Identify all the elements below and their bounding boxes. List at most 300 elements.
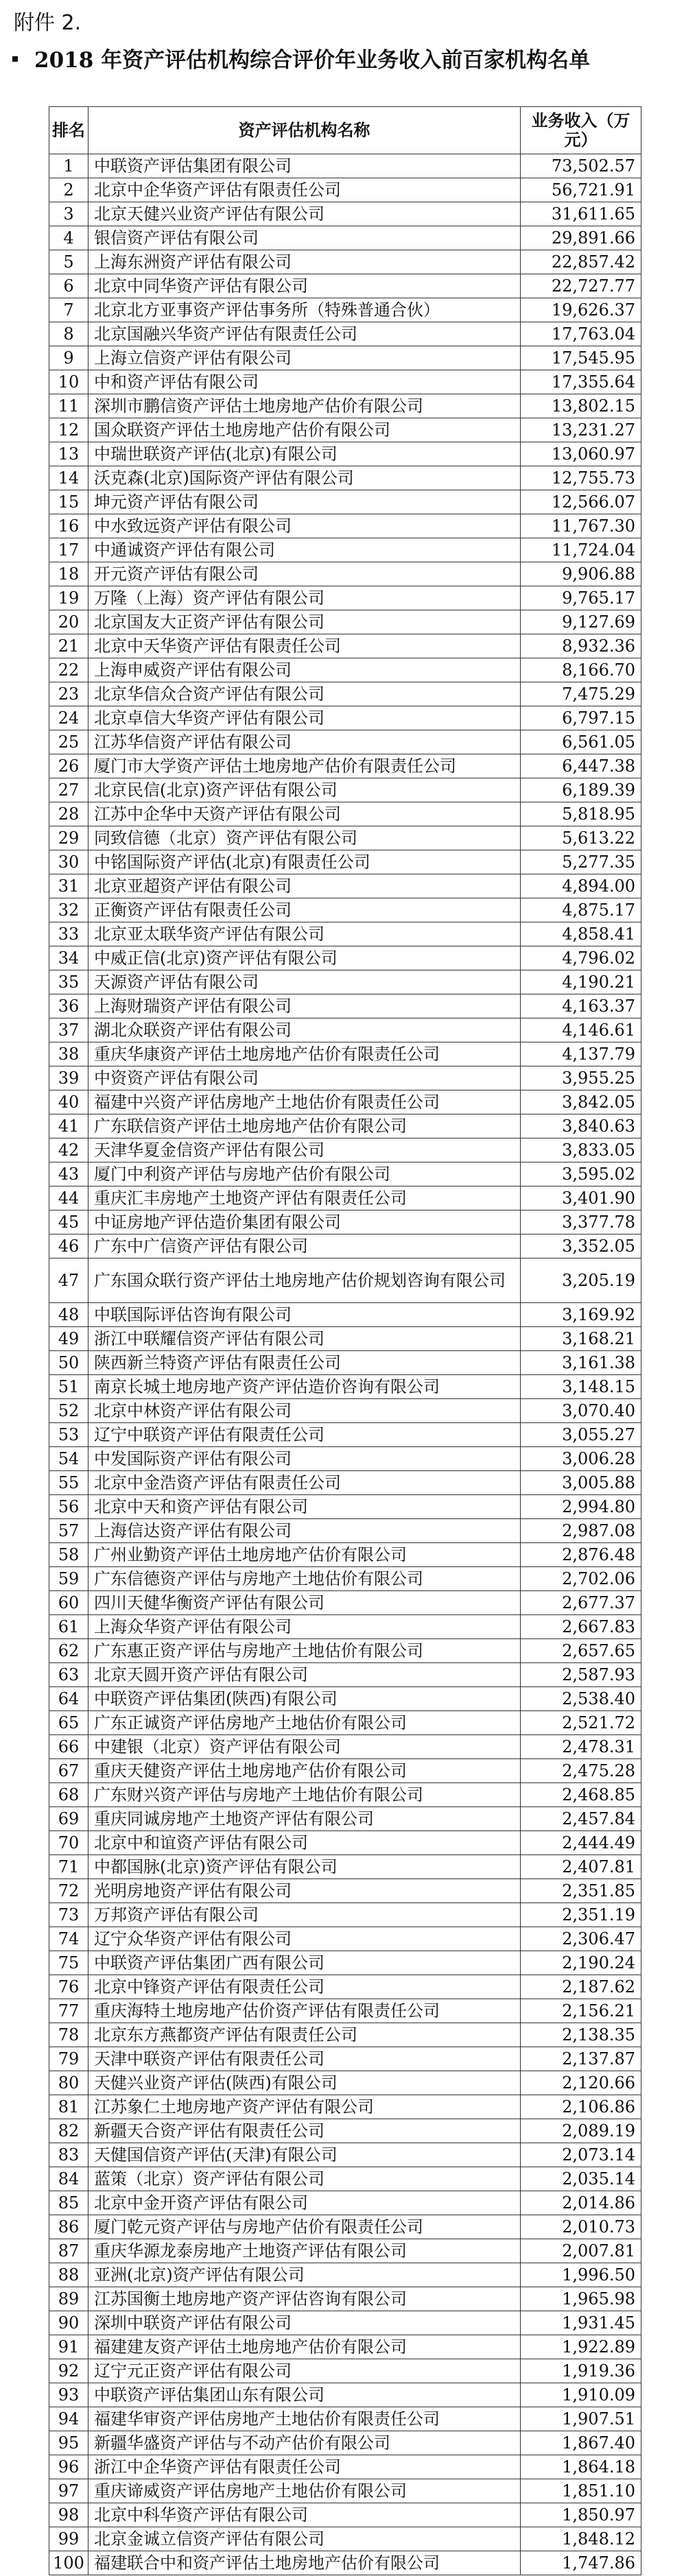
revenue-cell: 2,702.06 [521, 1567, 641, 1591]
rank-cell: 76 [49, 1975, 89, 1999]
name-cell: 广东联信资产评估土地房地产估价有限公司 [89, 1114, 521, 1138]
revenue-cell: 2,187.62 [521, 1975, 641, 1999]
revenue-cell: 19,626.37 [521, 298, 641, 322]
table-row [49, 610, 641, 634]
rank-cell: 20 [49, 610, 89, 634]
name-cell: 福建中兴资产评估房地产土地估价有限责任公司 [89, 1090, 521, 1114]
table-row [49, 778, 641, 802]
revenue-cell: 4,137.79 [521, 1042, 641, 1066]
rank-cell: 16 [49, 514, 89, 538]
table-row [49, 946, 641, 970]
revenue-cell: 5,818.95 [521, 802, 641, 826]
rank-cell: 24 [49, 706, 89, 730]
name-cell: 江苏象仁土地房地产资产评估有限公司 [89, 2095, 521, 2119]
table-row [49, 2095, 641, 2119]
revenue-cell: 2,538.40 [521, 1687, 641, 1711]
name-cell: 中联国际评估咨询有限公司 [89, 1303, 521, 1327]
rank-cell: 51 [49, 1375, 89, 1399]
rank-cell: 28 [49, 802, 89, 826]
revenue-cell: 2,657.65 [521, 1639, 641, 1663]
name-cell: 江苏国衡土地房地产资产评估咨询有限公司 [89, 2287, 521, 2311]
table-row [49, 1879, 641, 1903]
name-cell: 天健国信资产评估(天津)有限公司 [89, 2143, 521, 2167]
name-cell: 南京长城土地房地产资产评估造价咨询有限公司 [89, 1375, 521, 1399]
rank-cell: 72 [49, 1879, 89, 1903]
revenue-cell: 8,166.70 [521, 658, 641, 682]
rank-cell: 41 [49, 1114, 89, 1138]
revenue-cell: 2,073.14 [521, 2143, 641, 2167]
table-row [49, 1186, 641, 1211]
revenue-cell: 1,910.09 [521, 2383, 641, 2407]
table-row [49, 1211, 641, 1235]
name-cell: 北京天圆开资产评估有限公司 [89, 1663, 521, 1687]
name-cell: 天津中联资产评估有限责任公司 [89, 2047, 521, 2071]
revenue-cell: 1,848.12 [521, 2527, 641, 2551]
rank-cell: 34 [49, 946, 89, 970]
table-row [49, 826, 641, 850]
revenue-cell: 29,891.66 [521, 226, 641, 250]
rank-cell: 31 [49, 874, 89, 898]
name-cell: 中通诚资产评估有限公司 [89, 538, 521, 562]
table-row [49, 1831, 641, 1855]
revenue-cell: 4,894.00 [521, 874, 641, 898]
name-cell: 中威正信(北京)资产评估有限公司 [89, 946, 521, 970]
table-body [49, 154, 641, 2575]
name-cell: 天健兴业资产评估(陕西)有限公司 [89, 2071, 521, 2095]
rank-cell: 81 [49, 2095, 89, 2119]
name-cell: 新疆天合资产评估有限责任公司 [89, 2119, 521, 2143]
name-cell: 广东中广信资产评估有限公司 [89, 1235, 521, 1259]
name-cell: 广东信德资产评估与房地产土地估价有限公司 [89, 1567, 521, 1591]
rank-cell: 10 [49, 370, 89, 394]
revenue-cell: 2,106.86 [521, 2095, 641, 2119]
rank-cell: 86 [49, 2215, 89, 2239]
revenue-cell: 2,306.47 [521, 1927, 641, 1951]
revenue-cell: 3,006.28 [521, 1447, 641, 1471]
revenue-cell: 9,906.88 [521, 562, 641, 586]
table-row [49, 2071, 641, 2095]
table-row [49, 370, 641, 394]
name-cell: 北京北方亚事资产评估事务所（特殊普通合伙） [89, 298, 521, 322]
rank-cell: 1 [49, 154, 89, 178]
revenue-cell: 2,010.73 [521, 2215, 641, 2239]
table-row [49, 250, 641, 274]
revenue-cell: 13,231.27 [521, 418, 641, 442]
name-cell: 北京亚超资产评估有限公司 [89, 874, 521, 898]
rank-cell: 13 [49, 442, 89, 466]
table-row [49, 1114, 641, 1138]
table-row [49, 466, 641, 490]
rank-cell: 92 [49, 2359, 89, 2383]
revenue-cell: 2,521.72 [521, 1711, 641, 1735]
name-cell: 辽宁众华资产评估有限公司 [89, 1927, 521, 1951]
rank-cell: 48 [49, 1303, 89, 1327]
name-cell: 中联资产评估集团有限公司 [89, 154, 521, 178]
rank-cell: 21 [49, 634, 89, 658]
rank-cell: 56 [49, 1495, 89, 1519]
table-row [49, 922, 641, 946]
rank-cell: 66 [49, 1735, 89, 1759]
table-row [49, 2335, 641, 2359]
table-row [49, 586, 641, 610]
table-row [49, 2527, 641, 2551]
rank-cell: 38 [49, 1042, 89, 1066]
rank-cell: 5 [49, 250, 89, 274]
name-cell: 北京国友大正资产评估有限公司 [89, 610, 521, 634]
revenue-cell: 5,277.35 [521, 850, 641, 874]
revenue-cell: 17,545.95 [521, 346, 641, 370]
table-row [49, 226, 641, 250]
rank-cell: 14 [49, 466, 89, 490]
name-cell: 陕西新兰特资产评估有限责任公司 [89, 1351, 521, 1375]
table-row [49, 1855, 641, 1879]
table-row [49, 178, 641, 202]
table-row [49, 2455, 641, 2479]
name-cell: 浙江中企华资产评估有限责任公司 [89, 2455, 521, 2479]
rank-cell: 88 [49, 2263, 89, 2287]
revenue-cell: 2,994.80 [521, 1495, 641, 1519]
name-cell: 江苏中企华中天资产评估有限公司 [89, 802, 521, 826]
rank-cell: 26 [49, 754, 89, 778]
table-row [49, 1138, 641, 1162]
name-cell: 国众联资产评估土地房地产估价有限公司 [89, 418, 521, 442]
table-row [49, 346, 641, 370]
name-cell: 中联资产评估集团广西有限公司 [89, 1951, 521, 1975]
name-cell: 中瑞世联资产评估(北京)有限公司 [89, 442, 521, 466]
name-cell: 光明房地资产评估有限公司 [89, 1879, 521, 1903]
name-cell: 重庆谛威资产评估房地产土地估价有限公司 [89, 2479, 521, 2503]
rank-cell: 69 [49, 1807, 89, 1831]
name-cell: 重庆汇丰房地产土地资产评估有限责任公司 [89, 1186, 521, 1211]
revenue-cell: 31,611.65 [521, 202, 641, 226]
revenue-cell: 9,127.69 [521, 610, 641, 634]
table-row [49, 2119, 641, 2143]
rank-cell: 57 [49, 1519, 89, 1543]
table-row [49, 1042, 641, 1066]
rank-cell: 54 [49, 1447, 89, 1471]
table-row [49, 1471, 641, 1495]
revenue-cell: 2,120.66 [521, 2071, 641, 2095]
revenue-cell: 1,965.98 [521, 2287, 641, 2311]
name-cell: 福建华审资产评估房地产土地估价有限责任公司 [89, 2407, 521, 2431]
revenue-cell: 3,842.05 [521, 1090, 641, 1114]
rank-cell: 95 [49, 2431, 89, 2455]
revenue-cell: 2,444.49 [521, 1831, 641, 1855]
name-cell: 中建银（北京）资产评估有限公司 [89, 1735, 521, 1759]
table-row [49, 418, 641, 442]
name-cell: 深圳市鹏信资产评估土地房地产估价有限公司 [89, 394, 521, 418]
rank-cell: 8 [49, 322, 89, 346]
rank-cell: 94 [49, 2407, 89, 2431]
header-revenue: 业务收入（万元） [521, 107, 641, 154]
name-cell: 广东国众联行资产评估土地房地产估价规划咨询有限公司 [89, 1259, 521, 1303]
rank-cell: 91 [49, 2335, 89, 2359]
rank-cell: 3 [49, 202, 89, 226]
revenue-cell: 1,922.89 [521, 2335, 641, 2359]
table-row [49, 1066, 641, 1090]
rank-cell: 27 [49, 778, 89, 802]
revenue-cell: 4,190.21 [521, 970, 641, 994]
revenue-cell: 3,168.21 [521, 1327, 641, 1351]
revenue-cell: 2,407.81 [521, 1855, 641, 1879]
rank-cell: 82 [49, 2119, 89, 2143]
name-cell: 厦门市大学资产评估土地房地产估价有限责任公司 [89, 754, 521, 778]
table-row [49, 2383, 641, 2407]
rank-cell: 65 [49, 1711, 89, 1735]
name-cell: 中联资产评估集团(陕西)有限公司 [89, 1687, 521, 1711]
revenue-cell: 2,587.93 [521, 1663, 641, 1687]
rank-cell: 59 [49, 1567, 89, 1591]
revenue-cell: 12,566.07 [521, 490, 641, 514]
name-cell: 中资资产评估有限公司 [89, 1066, 521, 1090]
table-row [49, 994, 641, 1018]
name-cell: 上海财瑞资产评估有限公司 [89, 994, 521, 1018]
table-row [49, 898, 641, 922]
revenue-cell: 2,475.28 [521, 1759, 641, 1783]
rank-cell: 32 [49, 898, 89, 922]
ranking-table [49, 106, 641, 2575]
rank-cell: 12 [49, 418, 89, 442]
name-cell: 天源资产评估有限公司 [89, 970, 521, 994]
table-row [49, 2479, 641, 2503]
revenue-cell: 11,767.30 [521, 514, 641, 538]
revenue-cell: 2,007.81 [521, 2239, 641, 2263]
title-text: 2018 年资产评估机构综合评价年业务收入前百家机构名单 [34, 48, 591, 73]
rank-cell: 68 [49, 1783, 89, 1807]
table-row [49, 1399, 641, 1423]
revenue-cell: 2,478.31 [521, 1735, 641, 1759]
name-cell: 广东惠正资产评估与房地产土地估价有限公司 [89, 1639, 521, 1663]
revenue-cell: 1,850.97 [521, 2503, 641, 2527]
name-cell: 北京卓信大华资产评估有限公司 [89, 706, 521, 730]
table-row [49, 490, 641, 514]
rank-cell: 55 [49, 1471, 89, 1495]
revenue-cell: 3,161.38 [521, 1351, 641, 1375]
document-title [12, 43, 678, 73]
table-row [49, 2023, 641, 2047]
revenue-cell: 4,796.02 [521, 946, 641, 970]
revenue-cell: 22,727.77 [521, 274, 641, 298]
name-cell: 蓝策（北京）资产评估有限公司 [89, 2167, 521, 2191]
name-cell: 江苏华信资产评估有限公司 [89, 730, 521, 754]
table-row [49, 274, 641, 298]
revenue-cell: 22,857.42 [521, 250, 641, 274]
rank-cell: 74 [49, 1927, 89, 1951]
table-row [49, 2191, 641, 2215]
table-row [49, 2359, 641, 2383]
table-row [49, 514, 641, 538]
revenue-cell: 3,833.05 [521, 1138, 641, 1162]
rank-cell: 93 [49, 2383, 89, 2407]
revenue-cell: 4,163.37 [521, 994, 641, 1018]
rank-cell: 40 [49, 1090, 89, 1114]
rank-cell: 62 [49, 1639, 89, 1663]
table-row [49, 1951, 641, 1975]
name-cell: 厦门乾元资产评估与房地产估价有限责任公司 [89, 2215, 521, 2239]
table-row [49, 2047, 641, 2071]
table-row [49, 2407, 641, 2431]
name-cell: 沃克森(北京)国际资产评估有限公司 [89, 466, 521, 490]
name-cell: 辽宁中联资产评估有限责任公司 [89, 1423, 521, 1447]
revenue-cell: 2,014.86 [521, 2191, 641, 2215]
table-row [49, 298, 641, 322]
table-row [49, 1259, 641, 1303]
name-cell: 北京中金浩资产评估有限责任公司 [89, 1471, 521, 1495]
revenue-cell: 1,747.86 [521, 2551, 641, 2575]
rank-cell: 100 [49, 2551, 89, 2575]
table-row [49, 1235, 641, 1259]
table-row [49, 1807, 641, 1831]
rank-cell: 23 [49, 682, 89, 706]
table-row [49, 2311, 641, 2335]
revenue-cell: 3,169.92 [521, 1303, 641, 1327]
table-row [49, 442, 641, 466]
name-cell: 北京中同华资产评估有限公司 [89, 274, 521, 298]
rank-cell: 18 [49, 562, 89, 586]
revenue-cell: 2,035.14 [521, 2167, 641, 2191]
table-row [49, 1975, 641, 1999]
revenue-cell: 8,932.36 [521, 634, 641, 658]
rank-cell: 63 [49, 1663, 89, 1687]
revenue-cell: 2,468.85 [521, 1783, 641, 1807]
name-cell: 重庆海特土地房地产估价资产评估有限责任公司 [89, 1999, 521, 2023]
revenue-cell: 4,146.61 [521, 1018, 641, 1042]
rank-cell: 71 [49, 1855, 89, 1879]
revenue-cell: 4,858.41 [521, 922, 641, 946]
rank-cell: 52 [49, 1399, 89, 1423]
rank-cell: 43 [49, 1162, 89, 1186]
name-cell: 银信资产评估有限公司 [89, 226, 521, 250]
name-cell: 北京民信(北京)资产评估有限公司 [89, 778, 521, 802]
rank-cell: 35 [49, 970, 89, 994]
revenue-cell: 2,876.48 [521, 1543, 641, 1567]
rank-cell: 17 [49, 538, 89, 562]
name-cell: 上海信达资产评估有限公司 [89, 1519, 521, 1543]
revenue-cell: 12,755.73 [521, 466, 641, 490]
rank-cell: 99 [49, 2527, 89, 2551]
rank-cell: 4 [49, 226, 89, 250]
name-cell: 深圳中联资产评估有限公司 [89, 2311, 521, 2335]
name-cell: 中证房地产评估造价集团有限公司 [89, 1211, 521, 1235]
rank-cell: 9 [49, 346, 89, 370]
name-cell: 北京中天华资产评估有限责任公司 [89, 634, 521, 658]
revenue-cell: 6,561.05 [521, 730, 641, 754]
table-row [49, 1495, 641, 1519]
name-cell: 上海众华资产评估有限公司 [89, 1615, 521, 1639]
table-row [49, 1090, 641, 1114]
revenue-cell: 6,189.39 [521, 778, 641, 802]
rank-cell: 49 [49, 1327, 89, 1351]
rank-cell: 64 [49, 1687, 89, 1711]
revenue-cell: 2,190.24 [521, 1951, 641, 1975]
rank-cell: 29 [49, 826, 89, 850]
header-name: 资产评估机构名称 [89, 107, 521, 154]
name-cell: 新疆华盛资产评估与不动产估价有限公司 [89, 2431, 521, 2455]
name-cell: 北京中金开资产评估有限公司 [89, 2191, 521, 2215]
name-cell: 重庆华源龙泰房地产土地资产评估有限公司 [89, 2239, 521, 2263]
rank-cell: 98 [49, 2503, 89, 2527]
table-row [49, 1567, 641, 1591]
name-cell: 开元资产评估有限公司 [89, 562, 521, 586]
table-row [49, 1783, 641, 1807]
table-row [49, 394, 641, 418]
revenue-cell: 2,156.21 [521, 1999, 641, 2023]
name-cell: 重庆同诚房地产土地资产评估有限公司 [89, 1807, 521, 1831]
rank-cell: 2 [49, 178, 89, 202]
revenue-cell: 3,352.05 [521, 1235, 641, 1259]
revenue-cell: 4,875.17 [521, 898, 641, 922]
rank-cell: 15 [49, 490, 89, 514]
name-cell: 北京亚太联华资产评估有限公司 [89, 922, 521, 946]
revenue-cell: 2,987.08 [521, 1519, 641, 1543]
rank-cell: 53 [49, 1423, 89, 1447]
rank-cell: 6 [49, 274, 89, 298]
table-row [49, 1303, 641, 1327]
table-row [49, 1162, 641, 1186]
name-cell: 四川天健华衡资产评估有限公司 [89, 1591, 521, 1615]
rank-cell: 97 [49, 2479, 89, 2503]
name-cell: 上海东洲资产评估有限公司 [89, 250, 521, 274]
table-row [49, 1375, 641, 1399]
name-cell: 浙江中联耀信资产评估有限公司 [89, 1327, 521, 1351]
table-row [49, 850, 641, 874]
table-row [49, 1927, 641, 1951]
table-row [49, 634, 641, 658]
revenue-cell: 73,502.57 [521, 154, 641, 178]
revenue-cell: 13,060.97 [521, 442, 641, 466]
table-row [49, 2167, 641, 2191]
name-cell: 北京国融兴华资产评估有限责任公司 [89, 322, 521, 346]
revenue-cell: 3,401.90 [521, 1186, 641, 1211]
table-row [49, 2239, 641, 2263]
name-cell: 北京中和谊资产评估有限公司 [89, 1831, 521, 1855]
name-cell: 万邦资产评估有限公司 [89, 1903, 521, 1927]
rank-cell: 87 [49, 2239, 89, 2263]
revenue-cell: 1,851.10 [521, 2479, 641, 2503]
table-row [49, 1591, 641, 1615]
rank-cell: 30 [49, 850, 89, 874]
revenue-cell: 3,055.27 [521, 1423, 641, 1447]
name-cell: 福建建友资产评估土地房地产估价有限公司 [89, 2335, 521, 2359]
table-row [49, 706, 641, 730]
table-header-row [49, 107, 641, 154]
revenue-cell: 56,721.91 [521, 178, 641, 202]
rank-cell: 58 [49, 1543, 89, 1567]
table-row [49, 1351, 641, 1375]
revenue-cell: 2,351.85 [521, 1879, 641, 1903]
name-cell: 同致信德（北京）资产评估有限公司 [89, 826, 521, 850]
rank-cell: 70 [49, 1831, 89, 1855]
table-row [49, 1447, 641, 1471]
rank-cell: 73 [49, 1903, 89, 1927]
rank-cell: 60 [49, 1591, 89, 1615]
rank-cell: 11 [49, 394, 89, 418]
table-row [49, 202, 641, 226]
table-row [49, 154, 641, 178]
name-cell: 中铭国际资产评估(北京)有限责任公司 [89, 850, 521, 874]
name-cell: 中都国脉(北京)资产评估有限公司 [89, 1855, 521, 1879]
table-row [49, 658, 641, 682]
table-row [49, 1639, 641, 1663]
name-cell: 广州业勤资产评估土地房地产估价有限公司 [89, 1543, 521, 1567]
revenue-cell: 1,919.36 [521, 2359, 641, 2383]
rank-cell: 37 [49, 1018, 89, 1042]
name-cell: 北京中林资产评估有限公司 [89, 1399, 521, 1423]
name-cell: 中和资产评估有限公司 [89, 370, 521, 394]
rank-cell: 67 [49, 1759, 89, 1783]
name-cell: 重庆天健资产评估土地房地产估价有限公司 [89, 1759, 521, 1783]
name-cell: 北京中企华资产评估有限责任公司 [89, 178, 521, 202]
